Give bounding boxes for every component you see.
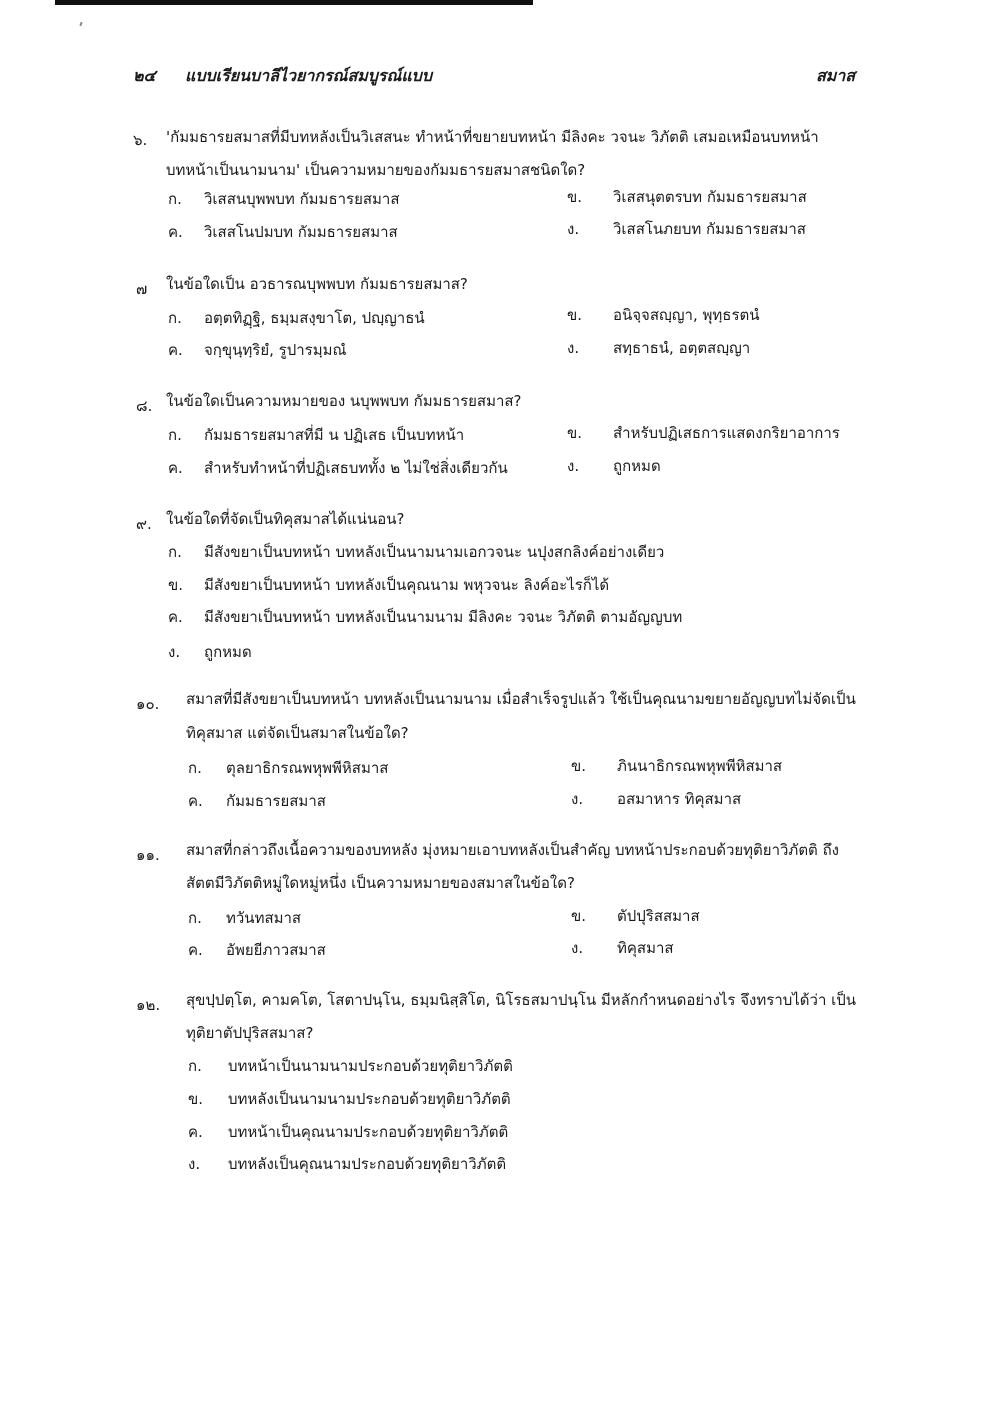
option-label: ข. bbox=[567, 424, 583, 442]
option-label: ง. bbox=[571, 939, 584, 957]
option-text: ภินนาธิกรณพหุพพีหิสมาส bbox=[617, 757, 783, 775]
option-label: ก. bbox=[168, 190, 182, 208]
question-text-line: บทหน้าเป็นนามนาม' เป็นความหมายของกัมมธารยสมาสชนิดใด? bbox=[166, 161, 586, 179]
question-text-line: สมาสที่กล่าวถึงเนื้อความของบทหลัง มุ่งหมายเอาบทหลังเป็นสำคัญ บทหน้าประกอบด้วยทุติยาวิภัตติ ถึง bbox=[186, 841, 839, 859]
option-label: ก. bbox=[168, 426, 182, 444]
option-text: อตฺตทิฏฺฐิ, ธมฺมสงฺขาโต, ปญฺญาธนํ bbox=[204, 309, 425, 327]
option-label: ก. bbox=[188, 759, 202, 777]
option-label: ข. bbox=[168, 576, 184, 594]
question-text-line: ในข้อใดเป็น อวธารณบุพพบท กัมมธารยสมาส? bbox=[166, 275, 468, 293]
option-label: ง. bbox=[567, 220, 580, 238]
option-text: บทหลังเป็นนามนามประกอบด้วยทุติยาวิภัตติ bbox=[228, 1090, 511, 1108]
topic-title: สมาส bbox=[815, 66, 855, 85]
option-label: ข. bbox=[188, 1090, 204, 1108]
option-label: ค. bbox=[168, 459, 183, 477]
option-label: ค. bbox=[168, 223, 183, 241]
option-label: ค. bbox=[188, 792, 203, 810]
option-text: กัมมธารยสมาสที่มี น ปฏิเสธ เป็นบทหน้า bbox=[204, 426, 465, 444]
option-label: ข. bbox=[567, 306, 583, 324]
option-text: อนิจฺจสญฺญา, พุทฺธรตนํ bbox=[613, 306, 760, 324]
question-text-line: ในข้อใดที่จัดเป็นทิคุสมาสได้แน่นอน? bbox=[166, 510, 405, 528]
question-number: ๙. bbox=[136, 515, 152, 533]
option-text: สทฺธาธนํ, อตฺตสญฺญา bbox=[613, 339, 751, 357]
page-header bbox=[133, 64, 855, 88]
question-number: ๑๑. bbox=[136, 846, 160, 864]
option-text: จกฺขุนฺทฺริยํ, รูปารมฺมณํ bbox=[204, 341, 347, 359]
question-text-line: ทิคุสมาส แต่จัดเป็นสมาสในข้อใด? bbox=[186, 724, 409, 742]
book-title: แบบเรียนบาลีไวยากรณ์สมบูรณ์แบบ bbox=[185, 66, 432, 85]
question-number: ๘. bbox=[136, 397, 153, 415]
option-text: วิเสสนบุพพบท กัมมธารยสมาส bbox=[204, 190, 400, 208]
option-label: ก. bbox=[168, 309, 182, 327]
option-text: สำหรับปฏิเสธการแสดงกริยาอาการ bbox=[613, 424, 840, 442]
question-number: ๑๐. bbox=[136, 695, 160, 713]
question-number: ๖. bbox=[133, 131, 148, 149]
option-label: ง. bbox=[571, 790, 584, 808]
option-text: ถูกหมด bbox=[204, 643, 252, 661]
question-text-line: 'กัมมธารยสมาสที่มีบทหลังเป็นวิเสสนะ ทำหน้าที่ขยายบทหน้า มีลิงคะ วจนะ วิภัตติ เสมอเหมือนบทหน้า bbox=[166, 128, 819, 146]
option-text: อสมาหาร ทิคุสมาส bbox=[617, 790, 742, 808]
option-text: บทหน้าเป็นคุณนามประกอบด้วยทุติยาวิภัตติ bbox=[228, 1123, 509, 1141]
option-text: มีสังขยาเป็นบทหน้า บทหลังเป็นคุณนาม พหุวจนะ ลิงค์อะไรก็ได้ bbox=[204, 576, 610, 594]
question-text-line: สุขปฺปตฺโต, คามคโต, โสตาปนฺโน, ธมฺมนิสฺสิโต, นิโรธสมาปนฺโน มีหลักกำหนดอย่างไร จึงทราบได้ว่า เป็น bbox=[186, 991, 857, 1009]
option-text: บทหลังเป็นคุณนามประกอบด้วยทุติยาวิภัตติ bbox=[228, 1155, 507, 1173]
option-label: ค. bbox=[168, 341, 183, 359]
question-text-line: ในข้อใดเป็นความหมายของ นบุพพบท กัมมธารยสมาส? bbox=[166, 392, 522, 410]
option-text: ถูกหมด bbox=[613, 457, 661, 475]
option-label: ง. bbox=[188, 1155, 201, 1173]
option-text: มีสังขยาเป็นบทหน้า บทหลังเป็นนามนาม มีลิงคะ วจนะ วิภัตติ ตามอัญญบท bbox=[204, 608, 683, 626]
option-label: ง. bbox=[168, 643, 181, 661]
option-text: กัมมธารยสมาส bbox=[226, 792, 326, 810]
option-label: ค. bbox=[188, 1123, 203, 1141]
scan-edge-bar bbox=[55, 0, 533, 5]
option-text: วิเสสโนปมบท กัมมธารยสมาส bbox=[204, 223, 398, 241]
option-text: มีสังขยาเป็นบทหน้า บทหลังเป็นนามนามเอกวจนะ นปุงสกลิงค์อย่างเดียว bbox=[204, 543, 665, 561]
question-text-line: สมาสที่มีสังขยาเป็นบทหน้า บทหลังเป็นนามนาม เมื่อสำเร็จรูปแล้ว ใช้เป็นคุณนามขยายอัญญบทไม่จัดเป็น bbox=[186, 690, 856, 708]
option-label: ค. bbox=[168, 608, 183, 626]
option-text: บทหน้าเป็นนามนามประกอบด้วยทุติยาวิภัตติ bbox=[228, 1057, 513, 1075]
option-text: ตัปปุริสสมาส bbox=[617, 907, 700, 925]
question-number: ๗ bbox=[136, 280, 148, 298]
option-text: ทวันทสมาส bbox=[226, 909, 302, 927]
option-text: วิเสสนุตตรบท กัมมธารยสมาส bbox=[613, 188, 807, 206]
option-text: วิเสสโนภยบท กัมมธารยสมาส bbox=[613, 220, 806, 238]
option-label: ก. bbox=[188, 909, 202, 927]
option-text: ตุลยาธิกรณพหุพพีหิสมาส bbox=[226, 759, 389, 777]
page-number: ๒๔ bbox=[133, 66, 156, 85]
option-label: ง. bbox=[567, 457, 580, 475]
option-text: ทิคุสมาส bbox=[617, 939, 674, 957]
scan-speck bbox=[79, 22, 82, 26]
option-label: ข. bbox=[571, 757, 587, 775]
question-number: ๑๒. bbox=[136, 996, 161, 1014]
option-text: สำหรับทำหน้าที่ปฏิเสธบททั้ง ๒ ไม่ใช่สิ่งเดียวกัน bbox=[204, 459, 508, 477]
option-label: ง. bbox=[567, 339, 580, 357]
option-label: ก. bbox=[168, 543, 182, 561]
option-label: ข. bbox=[571, 907, 587, 925]
option-label: ข. bbox=[567, 188, 583, 206]
option-label: ก. bbox=[188, 1057, 202, 1075]
question-text-line: ทุติยาตัปปุริสสมาส? bbox=[186, 1024, 314, 1042]
question-text-line: สัตตมีวิภัตติหมู่ใดหมู่หนึ่ง เป็นความหมายของสมาสในข้อใด? bbox=[186, 874, 575, 892]
option-text: อัพยยีภาวสมาส bbox=[226, 941, 326, 959]
option-label: ค. bbox=[188, 941, 203, 959]
